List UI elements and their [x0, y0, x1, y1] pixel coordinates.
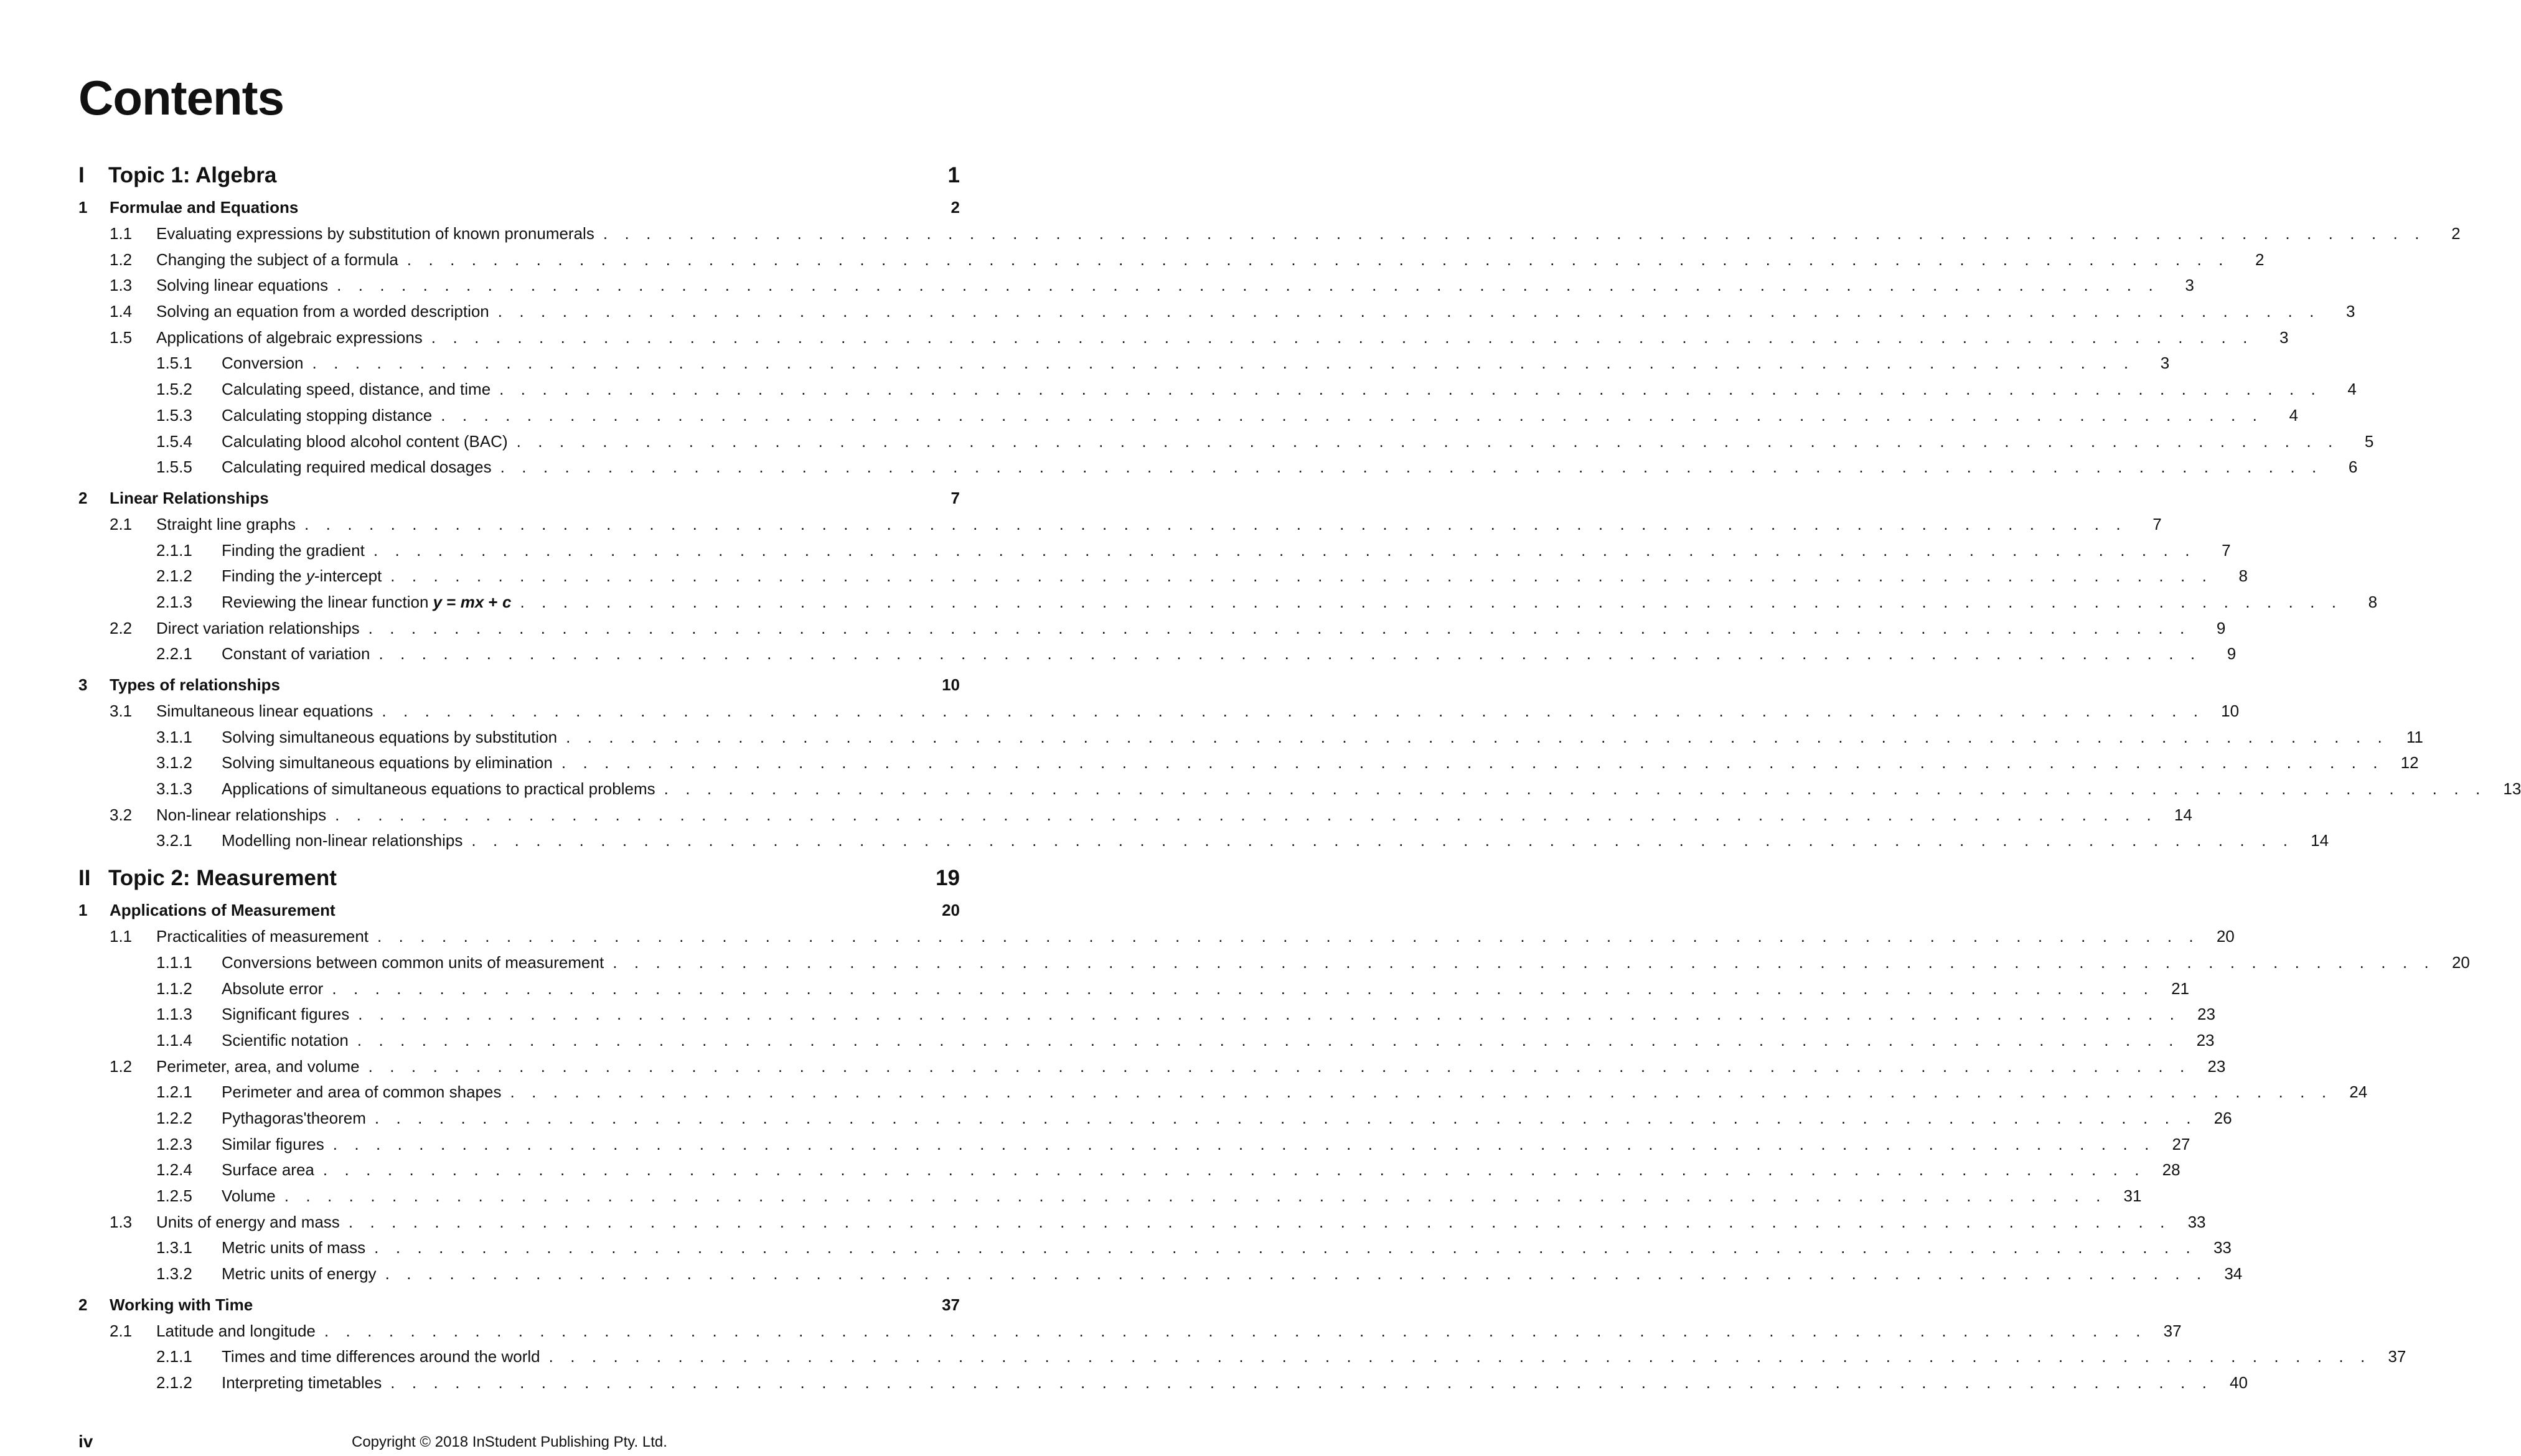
toc-entry-page: 1: [947, 163, 960, 187]
table-of-contents: [78, 163, 2521, 1399]
toc-entry-number: 3.2.1: [156, 831, 192, 850]
toc-entry-page: 20: [942, 901, 960, 920]
toc-entry-title: Types of relationships: [110, 675, 281, 694]
toc-entry-number: 1.2.5: [156, 1186, 192, 1205]
dot-leader: . . . . . . . . . . . . . . . . . . . . . . . . . . . . . . . . . . . . . . . . . . . . . . . . . . . . . . . . . . . . . . . . . . . . . . . . . . . . . . . . . . . . .: [358, 1005, 2181, 1024]
toc-entry-number: 1: [78, 901, 88, 920]
toc-entry-page: 3: [2185, 276, 2194, 295]
footer-copyright: Copyright © 2018 InStudent Publishing Pty. Ltd.: [352, 1434, 667, 1450]
toc-entry-title: Solving simultaneous equations by substitution: [222, 727, 558, 746]
toc-subsection-row[interactable]: [78, 458, 2358, 484]
toc-entry-page: 37: [2388, 1347, 2406, 1366]
toc-entry-number: 1.2.3: [156, 1134, 192, 1153]
toc-subsection-row[interactable]: [78, 979, 2190, 1005]
toc-entry-number: 2.1.1: [156, 540, 192, 560]
toc-entry-page: 7: [951, 488, 960, 507]
toc-entry-page: 23: [2196, 1030, 2215, 1050]
dot-leader: . . . . . . . . . . . . . . . . . . . . . . . . . . . . . . . . . . . . . . . . . . . . . . . . . . . . . . . . . . . . . . . . . . . . . . . . . . . . . . . . . . . . .: [561, 753, 2384, 773]
toc-section-row[interactable]: [78, 224, 2461, 250]
dot-leader: . . . . . . . . . . . . . . . . . . . . . . . . . . . . . . . . . . . . . . . . . . . . . . . . . . . . . . . . . . . . . . . . . . . . . . . . . . . . . . . . . . . . .: [385, 1264, 2208, 1284]
toc-entry-title: Reviewing the linear function y = mx + c: [222, 592, 512, 611]
toc-entry-title: Topic 1: Algebra: [108, 163, 277, 187]
toc-section-row[interactable]: [78, 1212, 2206, 1239]
dot-leader: . . . . . . . . . . . . . . . . . . . . . . . . . . . . . . . . . . . . . . . . . . . . . . . . . . . . . . . . . . . . . . . . . . . . . . . . . . . . . . . . . . . . .: [312, 354, 2135, 373]
toc-entry-title: Conversions between common units of measurement: [222, 952, 604, 972]
toc-entry-title: Modelling non-linear relationships: [222, 831, 463, 850]
dot-leader: . . . . . . . . . . . . . . . . . . . . . . . . . . . . . . . . . . . . . . . . . . . . . . . . . . . . . . . . . . . . . . . . . . . . . . . . . . . . . . . . . . . . .: [382, 702, 2205, 720]
dot-leader: . . . . . . . . . . . . . . . . . . . . . . . . . . . . . . . . . . . . . . . . . . . . . . . . . . . . . . . . . . . . . . . . . . . . . . . . . . . . . . . . . . . . .: [368, 1056, 2191, 1076]
toc-entry-page: 2: [951, 198, 960, 217]
toc-subsection-row[interactable]: [78, 779, 2521, 805]
toc-entry-page: 24: [2349, 1083, 2368, 1102]
toc-entry-number: 2.1: [110, 1321, 133, 1340]
dot-leader: . . . . . . . . . . . . . . . . . . . . . . . . . . . . . . . . . . . . . . . . . . . . . . . . . . . . . . . . . . . . . . . . . . . . . . . . . . . . . . . . . . . . .: [431, 327, 2254, 347]
dot-leader: . . . . . . . . . . . . . . . . . . . . . . . . . . . . . . . . . . . . . . . . . . . . . . . . . . . . . . . . . . . . . . . . . . . . . . . . . . . . . . . . . . . . .: [499, 380, 2322, 399]
dot-leader: . . . . . . . . . . . . . . . . . . . . . . . . . . . . . . . . . . . . . . . . . . . . . . . . . . . . . . . . . . . . . . . . . . . . . . . . . . . . . . . . . . . . .: [374, 1108, 2197, 1127]
dot-leader: . . . . . . . . . . . . . . . . . . . . . . . . . . . . . . . . . . . . . . . . . . . . . . . . . . . . . . . . . . . . . . . . . . . . . . . . . . . . . . . . . . . . .: [322, 1160, 2146, 1180]
toc-entry-number: 2: [78, 488, 88, 507]
dot-leader: . . . . . . . . . . . . . . . . . . . . . . . . . . . . . . . . . . . . . . . . . . . . . . . . . . . . . . . . . . . . . . . . . . . . . . . . . . . . . . . . . . . . .: [332, 1134, 2156, 1153]
toc-entry-title: Applications of algebraic expressions: [156, 327, 423, 347]
toc-entry-number: 1.2.4: [156, 1160, 192, 1180]
toc-subsection-row[interactable]: [78, 540, 2231, 567]
toc-entry-title: Topic 2: Measurement: [108, 866, 337, 891]
toc-section-row[interactable]: [78, 702, 2240, 728]
toc-entry-page: 13: [2503, 779, 2521, 799]
toc-entry-page: 23: [2197, 1005, 2215, 1024]
toc-entry-title: Direct variation relationships: [156, 618, 360, 637]
dot-leader: . . . . . . . . . . . . . . . . . . . . . . . . . . . . . . . . . . . . . . . . . . . . . . . . . . . . . . . . . . . . . . . . . . . . . . . . . . . . . . . . . . . . .: [284, 1186, 2107, 1205]
dot-leader: . . . . . . . . . . . . . . . . . . . . . . . . . . . . . . . . . . . . . . . . . . . . . . . . . . . . . . . . . . . . . . . . . . . . . . . . . . . . . . . . . . . . .: [497, 302, 2321, 321]
toc-subsection-row[interactable]: [78, 1186, 2142, 1213]
toc-entry-page: 8: [2368, 592, 2378, 611]
dot-leader: . . . . . . . . . . . . . . . . . . . . . . . . . . . . . . . . . . . . . . . . . . . . . . . . . . . . . . . . . . . . . . . . . . . . . . . . . . . . . . . . . . . . .: [324, 1321, 2147, 1340]
toc-entry-page: 8: [2238, 566, 2248, 586]
dot-leader: . . . . . . . . . . . . . . . . . . . . . . . . . . . . . . . . . . . . . . . . . . . . . . . . . . . . . . . . . . . . . . . . . . . . . . . . . . . . . . . . . . . . .: [368, 618, 2191, 637]
toc-entry-title: Pythagoras'theorem: [222, 1108, 366, 1127]
toc-entry-page: 27: [2172, 1134, 2190, 1153]
toc-entry-title: Simultaneous linear equations: [156, 702, 373, 720]
toc-entry-page: 10: [942, 675, 960, 694]
toc-entry-title: Formulae and Equations: [110, 198, 299, 217]
toc-entry-page: 14: [2311, 831, 2329, 850]
toc-entry-number: 2.1.3: [156, 592, 192, 611]
toc-entry-number: 2.1: [110, 514, 133, 533]
dot-leader: . . . . . . . . . . . . . . . . . . . . . . . . . . . . . . . . . . . . . . . . . . . . . . . . . . . . . . . . . . . . . . . . . . . . . . . . . . . . . . . . . . . . .: [500, 458, 2323, 477]
toc-subsection-row[interactable]: [78, 354, 2170, 380]
toc-entry-number: 1.5.5: [156, 458, 192, 477]
dot-leader: . . . . . . . . . . . . . . . . . . . . . . . . . . . . . . . . . . . . . . . . . . . . . . . . . . . . . . . . . . . . . . . . . . . . . . . . . . . . . . . . . . . . .: [520, 592, 2343, 611]
toc-part-row[interactable]: [78, 163, 960, 198]
dot-leader: . . . . . . . . . . . . . . . . . . . . . . . . . . . . . . . . . . . . . . . . . . . . . . . . . . . . . . . . . . . . . . . . . . . . . . . . . . . . . . . . . . . . .: [664, 779, 2487, 799]
dot-leader: . . . . . . . . . . . . . . . . . . . . . . . . . . . . . . . . . . . . . . . . . . . . . . . . . . . . . . . . . . . . . . . . . . . . . . . . . . . . . . . . . . . . .: [516, 431, 2339, 451]
dot-leader: . . . . . . . . . . . . . . . . . . . . . . . . . . . . . . . . . . . . . . . . . . . . . . . . . . . . . . . . . . . . . . . . . . . . . . . . . . . . . . . . . . . . .: [510, 1083, 2333, 1102]
dot-leader: . . . . . . . . . . . . . . . . . . . . . . . . . . . . . . . . . . . . . . . . . . . . . . . . . . . . . . . . . . . . . . . . . . . . . . . . . . . . . . . . . . . . .: [348, 1212, 2171, 1231]
toc-entry-page: 11: [2406, 727, 2423, 746]
toc-entry-number: 1.3: [110, 1212, 133, 1231]
toc-entry-title: Changing the subject of a formula: [156, 250, 398, 269]
toc-subsection-row[interactable]: [78, 1134, 2190, 1161]
toc-chapter-row[interactable]: [78, 901, 960, 927]
dot-leader: . . . . . . . . . . . . . . . . . . . . . . . . . . . . . . . . . . . . . . . . . . . . . . . . . . . . . . . . . . . . . . . . . . . . . . . . . . . . . . . . . . . . .: [390, 566, 2213, 586]
toc-entry-number: 2: [78, 1295, 88, 1314]
dot-leader: . . . . . . . . . . . . . . . . . . . . . . . . . . . . . . . . . . . . . . . . . . . . . . . . . . . . . . . . . . . . . . . . . . . . . . . . . . . . . . . . . . . . .: [335, 805, 2157, 824]
toc-entry-title: Finding the gradient: [222, 540, 365, 560]
toc-entry-number: 1.5.3: [156, 405, 192, 425]
toc-entry-title: Applications of Measurement: [110, 901, 336, 920]
dot-leader: . . . . . . . . . . . . . . . . . . . . . . . . . . . . . . . . . . . . . . . . . . . . . . . . . . . . . . . . . . . . . . . . . . . . . . . . . . . . . . . . . . . . .: [357, 1030, 2180, 1050]
toc-chapter-row[interactable]: [78, 198, 960, 224]
toc-entry-number: 1.3: [110, 276, 133, 295]
toc-subsection-row[interactable]: [78, 592, 2378, 619]
toc-entry-page: 20: [2216, 927, 2235, 946]
toc-subsection-row[interactable]: [78, 566, 2248, 593]
toc-entry-title: Evaluating expressions by substitution of known pronumerals: [156, 224, 594, 243]
toc-entry-page: 10: [2221, 702, 2240, 720]
toc-subsection-row[interactable]: [78, 1347, 2406, 1373]
toc-entry-title: Calculating speed, distance, and time: [222, 380, 491, 399]
toc-section-row[interactable]: [78, 514, 2162, 541]
toc-entry-title: Working with Time: [110, 1295, 253, 1314]
toc-entry-number: II: [78, 866, 91, 891]
dot-leader: . . . . . . . . . . . . . . . . . . . . . . . . . . . . . . . . . . . . . . . . . . . . . . . . . . . . . . . . . . . . . . . . . . . . . . . . . . . . . . . . . . . . .: [566, 727, 2388, 746]
toc-entry-page: 33: [2213, 1238, 2232, 1257]
toc-entry-title: Volume: [222, 1186, 276, 1205]
dot-leader: . . . . . . . . . . . . . . . . . . . . . . . . . . . . . . . . . . . . . . . . . . . . . . . . . . . . . . . . . . . . . . . . . . . . . . . . . . . . . . . . . . . . .: [603, 224, 2426, 243]
dot-leader: . . . . . . . . . . . . . . . . . . . . . . . . . . . . . . . . . . . . . . . . . . . . . . . . . . . . . . . . . . . . . . . . . . . . . . . . . . . . . . . . . . . . .: [377, 927, 2200, 946]
toc-section-row[interactable]: [78, 927, 2235, 953]
dot-leader: . . . . . . . . . . . . . . . . . . . . . . . . . . . . . . . . . . . . . . . . . . . . . . . . . . . . . . . . . . . . . . . . . . . . . . . . . . . . . . . . . . . . .: [304, 514, 2127, 533]
dot-leader: . . . . . . . . . . . . . . . . . . . . . . . . . . . . . . . . . . . . . . . . . . . . . . . . . . . . . . . . . . . . . . . . . . . . . . . . . . . . . . . . . . . . .: [390, 1373, 2213, 1393]
toc-section-row[interactable]: [78, 250, 2265, 276]
toc-entry-page: 28: [2162, 1160, 2181, 1180]
toc-entry-title: Times and time differences around the world: [222, 1347, 540, 1366]
toc-subsection-row[interactable]: [78, 952, 2470, 979]
toc-entry-title: Calculating required medical dosages: [222, 458, 492, 477]
toc-entry-page: 14: [2174, 805, 2192, 824]
toc-entry-title: Non-linear relationships: [156, 805, 327, 824]
dot-leader: . . . . . . . . . . . . . . . . . . . . . . . . . . . . . . . . . . . . . . . . . . . . . . . . . . . . . . . . . . . . . . . . . . . . . . . . . . . . . . . . . . . . .: [548, 1347, 2372, 1366]
toc-entry-number: 1.5: [110, 327, 133, 347]
toc-subsection-row[interactable]: [78, 1005, 2215, 1031]
toc-subsection-row[interactable]: [78, 1160, 2181, 1186]
toc-entry-page: 23: [2207, 1056, 2226, 1076]
toc-subsection-row[interactable]: [78, 431, 2374, 458]
toc-entry-page: 7: [2222, 540, 2231, 560]
toc-entry-number: 3: [78, 675, 88, 694]
toc-section-row[interactable]: [78, 276, 2194, 302]
toc-entry-number: 1.2: [110, 250, 133, 269]
toc-entry-page: 3: [2279, 327, 2289, 347]
dot-leader: . . . . . . . . . . . . . . . . . . . . . . . . . . . . . . . . . . . . . . . . . . . . . . . . . . . . . . . . . . . . . . . . . . . . . . . . . . . . . . . . . . . . .: [406, 250, 2230, 269]
toc-entry-page: 5: [2364, 431, 2374, 451]
toc-entry-title: Surface area: [222, 1160, 314, 1180]
toc-entry-page: 20: [2451, 952, 2470, 972]
toc-entry-page: 9: [2227, 644, 2237, 664]
toc-entry-number: 1.1: [110, 224, 133, 243]
toc-entry-page: 19: [936, 866, 960, 891]
toc-entry-page: 4: [2289, 405, 2298, 425]
toc-entry-page: 3: [2346, 302, 2355, 321]
toc-section-row[interactable]: [78, 1056, 2226, 1083]
toc-entry-number: 3.1.1: [156, 727, 192, 746]
dot-leader: . . . . . . . . . . . . . . . . . . . . . . . . . . . . . . . . . . . . . . . . . . . . . . . . . . . . . . . . . . . . . . . . . . . . . . . . . . . . . . . . . . . . .: [378, 644, 2202, 664]
toc-entry-number: 2.2.1: [156, 644, 192, 664]
toc-entry-page: 37: [942, 1295, 960, 1314]
toc-entry-title: Applications of simultaneous equations to practical problems: [222, 779, 655, 799]
toc-entry-title: Metric units of mass: [222, 1238, 366, 1257]
toc-entry-title: Units of energy and mass: [156, 1212, 340, 1231]
toc-entry-number: 3.1.3: [156, 779, 192, 799]
toc-entry-number: 1.2.1: [156, 1083, 192, 1102]
toc-entry-number: 3.2: [110, 805, 133, 824]
toc-subsection-row[interactable]: [78, 1083, 2368, 1109]
toc-entry-number: 1.2.2: [156, 1108, 192, 1127]
toc-entry-number: 1.5.4: [156, 431, 192, 451]
toc-entry-title: Perimeter and area of common shapes: [222, 1083, 502, 1102]
toc-entry-title: Solving an equation from a worded description: [156, 302, 489, 321]
toc-entry-number: 1.1.1: [156, 952, 192, 972]
toc-entry-number: 1.3.2: [156, 1264, 192, 1284]
toc-subsection-row[interactable]: [78, 1108, 2232, 1135]
toc-entry-page: 26: [2214, 1108, 2232, 1127]
toc-subsection-row[interactable]: [78, 1264, 2243, 1290]
toc-entry-number: 1.1.2: [156, 979, 192, 998]
dot-leader: . . . . . . . . . . . . . . . . . . . . . . . . . . . . . . . . . . . . . . . . . . . . . . . . . . . . . . . . . . . . . . . . . . . . . . . . . . . . . . . . . . . . .: [373, 540, 2196, 560]
toc-entry-title: Solving linear equations: [156, 276, 329, 295]
dot-leader: . . . . . . . . . . . . . . . . . . . . . . . . . . . . . . . . . . . . . . . . . . . . . . . . . . . . . . . . . . . . . . . . . . . . . . . . . . . . . . . . . . . . .: [337, 276, 2159, 295]
toc-chapter-row[interactable]: [78, 675, 960, 702]
toc-entry-page: 9: [2216, 618, 2226, 637]
toc-entry-title: Practicalities of measurement: [156, 927, 369, 946]
toc-entry-number: 1.2: [110, 1056, 133, 1076]
toc-entry-page: 37: [2163, 1321, 2182, 1340]
dot-leader: . . . . . . . . . . . . . . . . . . . . . . . . . . . . . . . . . . . . . . . . . . . . . . . . . . . . . . . . . . . . . . . . . . . . . . . . . . . . . . . . . . . . .: [332, 979, 2155, 998]
toc-part-row[interactable]: [78, 866, 960, 901]
toc-entry-title: Metric units of energy: [222, 1264, 377, 1284]
toc-entry-title: Absolute error: [222, 979, 324, 998]
dot-leader: . . . . . . . . . . . . . . . . . . . . . . . . . . . . . . . . . . . . . . . . . . . . . . . . . . . . . . . . . . . . . . . . . . . . . . . . . . . . . . . . . . . . .: [441, 405, 2263, 425]
toc-entry-number: 3.1: [110, 702, 133, 720]
toc-section-row[interactable]: [78, 618, 2226, 645]
toc-section-row[interactable]: [78, 1321, 2182, 1348]
toc-subsection-row[interactable]: [78, 831, 2329, 857]
toc-entry-number: 1.5.2: [156, 380, 192, 399]
toc-entry-page: 2: [2255, 250, 2265, 269]
toc-entry-title: Finding the y-intercept: [222, 566, 382, 586]
toc-entry-number: 1.1.4: [156, 1030, 192, 1050]
dot-leader: . . . . . . . . . . . . . . . . . . . . . . . . . . . . . . . . . . . . . . . . . . . . . . . . . . . . . . . . . . . . . . . . . . . . . . . . . . . . . . . . . . . . .: [613, 952, 2435, 972]
toc-entry-title: Perimeter, area, and volume: [156, 1056, 360, 1076]
toc-entry-page: 6: [2348, 458, 2358, 477]
toc-entry-page: 3: [2160, 354, 2170, 373]
toc-subsection-row[interactable]: [78, 727, 2423, 754]
toc-chapter-row[interactable]: [78, 489, 960, 515]
toc-entry-title: Solving simultaneous equations by elimination: [222, 753, 553, 773]
toc-entry-number: 1.1.3: [156, 1005, 192, 1024]
toc-subsection-row[interactable]: [78, 405, 2298, 432]
toc-entry-title: Scientific notation: [222, 1030, 349, 1050]
toc-entry-number: 2.1.2: [156, 566, 192, 586]
toc-chapter-row[interactable]: [78, 1295, 960, 1322]
toc-entry-number: 1.1: [110, 927, 133, 946]
toc-entry-number: 3.1.2: [156, 753, 192, 773]
footer-page-number: iv: [78, 1432, 93, 1451]
toc-subsection-row[interactable]: [78, 644, 2237, 670]
toc-entry-page: 33: [2187, 1212, 2206, 1231]
toc-entry-number: 1.3.1: [156, 1238, 192, 1257]
toc-entry-title: Linear Relationships: [110, 488, 269, 507]
toc-entry-title: Calculating stopping distance: [222, 405, 433, 425]
toc-entry-number: 1.4: [110, 302, 133, 321]
toc-entry-page: 2: [2451, 224, 2461, 243]
toc-entry-page: 31: [2123, 1186, 2142, 1205]
toc-entry-number: 1: [78, 198, 88, 217]
toc-entry-title: Latitude and longitude: [156, 1321, 316, 1340]
toc-entry-title: Interpreting timetables: [222, 1373, 382, 1393]
toc-entry-page: 40: [2230, 1373, 2248, 1393]
toc-subsection-row[interactable]: [78, 1238, 2232, 1264]
toc-entry-page: 4: [2347, 380, 2357, 399]
toc-section-row[interactable]: [78, 302, 2355, 328]
toc-subsection-row[interactable]: [78, 1030, 2215, 1057]
dot-leader: . . . . . . . . . . . . . . . . . . . . . . . . . . . . . . . . . . . . . . . . . . . . . . . . . . . . . . . . . . . . . . . . . . . . . . . . . . . . . . . . . . . . .: [471, 831, 2294, 850]
toc-entry-title: Constant of variation: [222, 644, 370, 664]
toc-section-row[interactable]: [78, 327, 2289, 354]
toc-subsection-row[interactable]: [78, 380, 2357, 406]
toc-entry-number: 2.1.2: [156, 1373, 192, 1393]
toc-entry-page: 21: [2171, 979, 2190, 998]
toc-entry-number: 2.1.1: [156, 1347, 192, 1366]
toc-entry-number: I: [78, 163, 85, 187]
dot-leader: . . . . . . . . . . . . . . . . . . . . . . . . . . . . . . . . . . . . . . . . . . . . . . . . . . . . . . . . . . . . . . . . . . . . . . . . . . . . . . . . . . . . .: [374, 1238, 2197, 1257]
toc-entry-title: Straight line graphs: [156, 514, 296, 533]
toc-entry-title: Similar figures: [222, 1134, 324, 1153]
toc-entry-number: 2.2: [110, 618, 133, 637]
toc-entry-title: Significant figures: [222, 1005, 350, 1024]
toc-section-row[interactable]: [78, 805, 2192, 832]
toc-entry-page: 7: [2152, 514, 2162, 533]
page-title: Contents: [78, 70, 284, 125]
toc-entry-title: Calculating blood alcohol content (BAC): [222, 431, 508, 451]
toc-entry-page: 12: [2400, 753, 2419, 773]
toc-subsection-row[interactable]: [78, 753, 2419, 779]
toc-entry-number: 1.5.1: [156, 354, 192, 373]
toc-entry-page: 34: [2224, 1264, 2243, 1284]
toc-entry-title: Conversion: [222, 354, 304, 373]
toc-subsection-row[interactable]: [78, 1373, 2248, 1399]
